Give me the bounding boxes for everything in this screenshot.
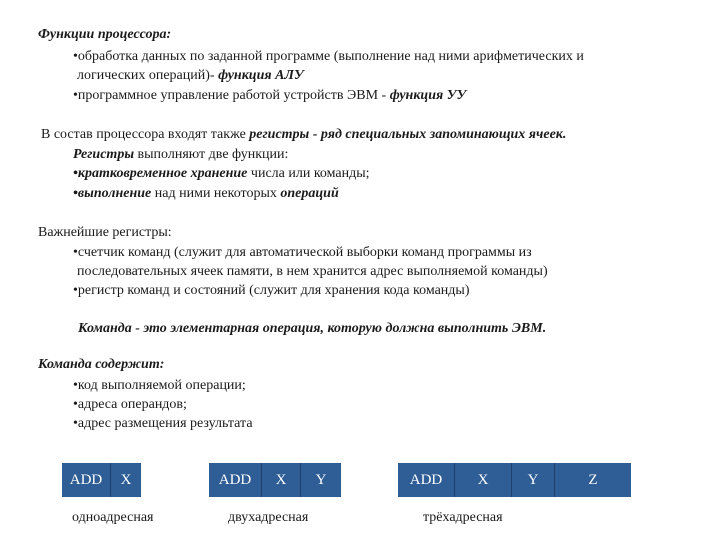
list-item: •адреса операндов; [73,397,187,412]
operand-x-cell: X [455,463,512,497]
registers-functions-text: выполняют две функции: [134,147,289,162]
execution-line [73,185,339,203]
cu-label: функция УУ [389,88,467,103]
alu-label: функция АЛУ [218,68,304,83]
operand-z-cell: Z [555,463,631,497]
key-registers-heading: Важнейшие регистры: [38,225,172,240]
execution-term: •выполнение [73,186,152,201]
operand-x-cell: X [111,463,141,497]
one-address-format [62,463,141,497]
short-storage-text: числа или команды; [247,166,370,181]
program-counter-line2: последовательных ячеек памяти, в нем хранится адрес выполняемой команды) [77,264,548,279]
instruction-register-line: •регистр команд и состояний (служит для хранения кода команды) [73,283,470,298]
operand-x-cell: X [262,463,301,497]
list-item: •адрес размещения результата [73,416,253,431]
command-contains-heading: Команда содержит: [38,357,165,372]
one-address-caption: одноадресная [72,510,154,525]
two-address-format [209,463,341,497]
short-storage-line [73,165,370,183]
registers-intro-line [41,126,566,144]
list-item: •код выполняемой операции; [73,378,246,393]
alu-bullet-line2 [77,67,304,85]
short-storage-term: •кратковременное хранение [73,166,248,181]
processor-functions-heading: Функции процессора: [38,27,172,42]
opcode-cell: ADD [398,463,455,497]
operand-y-cell: Y [301,463,341,497]
two-address-caption: двухадресная [228,510,309,525]
three-address-format [398,463,631,497]
alu-bullet-line1: •обработка данных по заданной программе (выполнение над ними арифметических и [73,49,584,64]
registers-functions-line [73,146,288,164]
registers-term: Регистры [73,147,135,162]
three-address-caption: трёхадресная [423,510,503,525]
opcode-cell: ADD [62,463,111,497]
command-definition: Команда - это элементарная операция, которую должна выполнить ЭВМ. [78,321,547,336]
program-counter-line1: •счетчик команд (служит для автоматической выборки команд программы из [73,245,532,260]
operand-y-cell: Y [512,463,555,497]
registers-definition: регистры - ряд специальных запоминающих ячеек. [249,127,567,142]
registers-intro-text: В состав процессора входят также [41,127,250,142]
execution-text: над ними некоторых [151,186,281,201]
cu-bullet-line [73,87,466,105]
alu-bullet-text: логических операций)- [77,68,219,83]
cu-bullet-text: •программное управление работой устройств ЭВМ - [73,88,390,103]
operations-term: операций [280,186,339,201]
opcode-cell: ADD [209,463,262,497]
